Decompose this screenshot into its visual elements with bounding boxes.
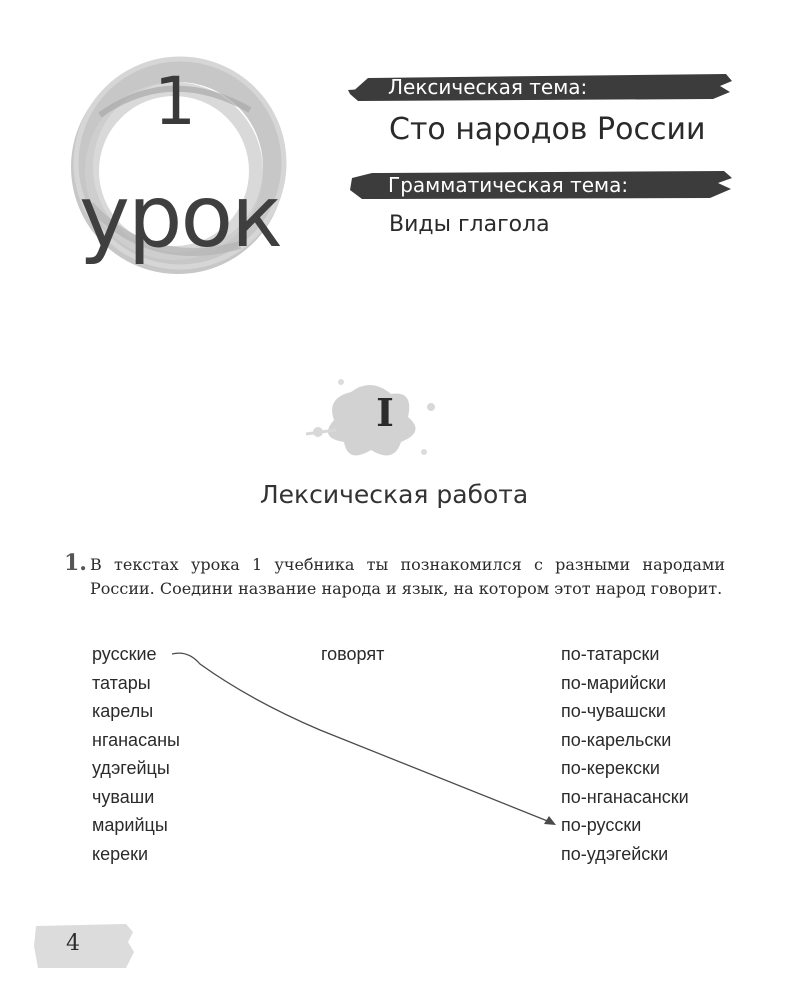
list-item: по-карельски: [561, 729, 672, 750]
grammar-topic-title: Виды глагола: [389, 212, 550, 237]
languages-list: [561, 642, 689, 870]
lexical-topic-banner: [348, 72, 733, 102]
list-item: русские: [92, 644, 157, 664]
list-item: марийцы: [92, 815, 168, 835]
lexical-topic-label: Лексическая тема:: [388, 75, 588, 99]
list-item: по-нганасански: [561, 786, 689, 807]
page-number: 4: [66, 931, 80, 956]
lesson-badge: [60, 55, 290, 285]
task-number: 1.: [64, 550, 87, 576]
task-text: В текстах урока 1 учебника ты познакомился с разными народами России. Соедини название народа и язык, на котором этот народ говорит.: [90, 555, 725, 598]
section-roman-numeral: I: [376, 390, 394, 435]
grammar-topic-label: Грамматическая тема:: [388, 173, 629, 197]
list-item: кереки: [92, 843, 149, 864]
verb-label: говорят: [321, 644, 385, 664]
page-tab-brush-icon: [34, 922, 134, 970]
list-item: нганасаны: [92, 729, 180, 750]
lesson-word: урок: [78, 167, 282, 267]
list-item: карелы: [92, 701, 154, 721]
arrowhead-icon: [544, 816, 556, 825]
list-item: удэгейцы: [92, 758, 170, 778]
list-item: чуваши: [92, 786, 155, 807]
list-item: по-керекски: [561, 758, 660, 778]
list-item: по-татарски: [561, 644, 660, 664]
list-item: татары: [92, 672, 151, 693]
lexical-topic-title: Сто народов России: [389, 112, 706, 147]
section-title: Лексическая работа: [259, 480, 529, 509]
list-item: по-марийски: [561, 672, 667, 693]
lesson-number: 1: [154, 63, 196, 140]
list-item: по-удэгейски: [561, 843, 669, 864]
peoples-list: [92, 642, 180, 870]
list-item: по-чувашски: [561, 701, 666, 721]
grammar-topic-banner: [348, 170, 733, 200]
list-item: по-русски: [561, 815, 642, 835]
